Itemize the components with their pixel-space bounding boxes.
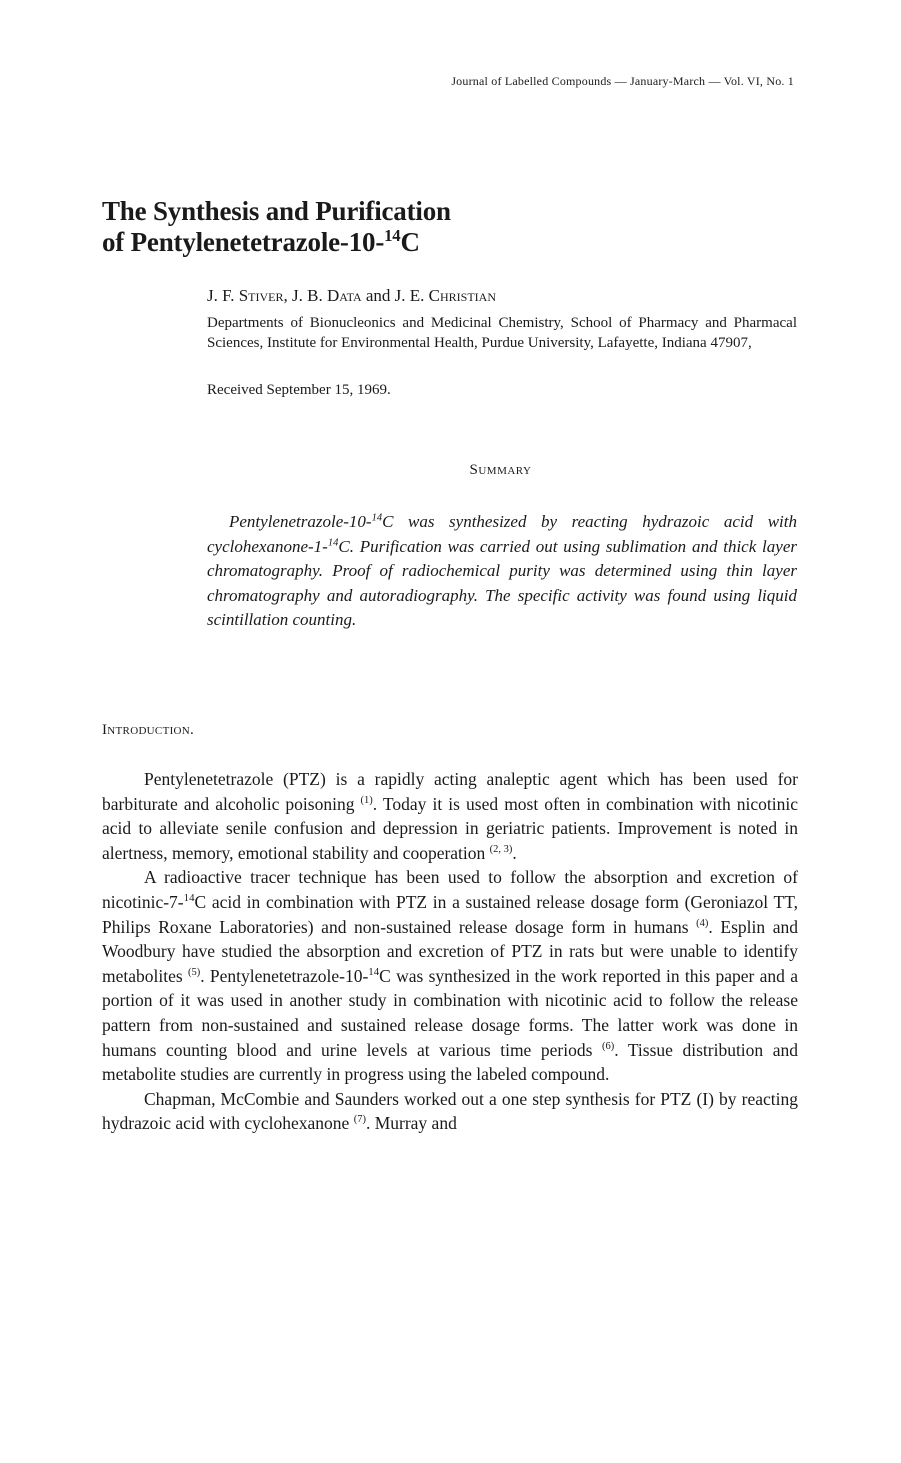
paper-title bbox=[102, 196, 451, 258]
paragraph-2 bbox=[102, 865, 798, 1086]
p2-text-5: C was synthesized in the work reported in this paper and a portion of it was used in another study in combination with nicotinic acid to follow the release pattern from non-sustained and sustained release dosage forms. The latter work was done in humans counting blood and urine levels at various time periods bbox=[102, 965, 798, 1060]
paragraph-1 bbox=[102, 767, 798, 865]
p2-text-3: . Esplin and Woodbury have studied the absorption and excretion of PTZ in rats but were unable to identify metabolites bbox=[102, 916, 798, 986]
journal-header: Journal of Labelled Compounds — January-March — Vol. VI, No. 1 bbox=[451, 74, 794, 88]
summary-heading: Summary bbox=[469, 462, 532, 478]
affiliation: Departments of Bionucleonics and Medicinal Chemistry, School of Pharmacy and Pharmacal Sciences, Institute for Environmental Health, Purdue University, Lafayette, Indiana 47907, bbox=[207, 315, 797, 351]
author-separator-1: , J. B. bbox=[283, 286, 327, 305]
author-3-name: Christian bbox=[428, 286, 497, 305]
author-2-name: Data bbox=[326, 286, 362, 305]
author-separator-2: and J. E. bbox=[361, 286, 429, 305]
received-date: Received September 15, 1969. bbox=[207, 382, 391, 398]
paragraph-3 bbox=[102, 1087, 798, 1136]
title-line-2 bbox=[102, 227, 451, 258]
author-1-initials: J. F. bbox=[207, 286, 239, 305]
p1-reference-1: (1) bbox=[360, 794, 373, 806]
p1-text-1: Pentylenetetrazole (PTZ) is a rapidly acting analeptic agent which has been used for barbiturate and alcoholic poisoning bbox=[102, 769, 798, 814]
p2-reference-3: (6) bbox=[601, 1040, 615, 1052]
p2-reference-2: (5) bbox=[187, 966, 201, 978]
p1-text-3: . bbox=[512, 842, 517, 863]
summary-text-2: C was synthesized by reacting hydrazoic acid with cyclohexanone-1- bbox=[207, 512, 797, 556]
p2-reference-1: (4) bbox=[696, 917, 709, 929]
author-1-name: Stiver bbox=[238, 286, 284, 305]
summary-text-3: C. Purification was carried out using sublimation and thick layer chromatography. Proof of radiochemical purity was determined using thin layer chromatography and autoradiography. The specific activity was found using liquid scintillation counting. bbox=[207, 536, 797, 629]
p2-text-1: A radioactive tracer technique has been used to follow the absorption and excretion of nicotinic-7- bbox=[102, 867, 798, 912]
title-line-2-suffix: C bbox=[400, 227, 420, 257]
summary-text-1: Pentylenetrazole-10- bbox=[229, 512, 372, 531]
summary-superscript-1: 14 bbox=[371, 512, 383, 524]
title-line-1: The Synthesis and Purification bbox=[102, 196, 451, 226]
p1-text-2: . Today it is used most often in combination with nicotinic acid to alleviate senile confusion and depression in geriatric patients. Improvement is noted in alertness, memory, emotional stability and cooperation bbox=[102, 793, 799, 863]
p2-text-4: . Pentylenetetrazole-10- bbox=[200, 965, 369, 986]
p1-reference-2: (2, 3) bbox=[489, 843, 513, 855]
p2-superscript-2: 14 bbox=[368, 965, 380, 978]
summary-superscript-2: 14 bbox=[327, 536, 339, 548]
title-isotope-superscript: 14 bbox=[384, 226, 401, 245]
introduction-heading: Introduction. bbox=[102, 722, 195, 738]
p3-text-2: . Murray and bbox=[365, 1113, 457, 1134]
p2-text-6: . Tissue distribution and metabolite studies are currently in progress using the labeled compound. bbox=[102, 1039, 798, 1085]
summary-abstract bbox=[207, 510, 797, 633]
p3-reference-1: (7) bbox=[353, 1114, 366, 1126]
p2-superscript-1: 14 bbox=[183, 892, 195, 905]
author-list bbox=[207, 286, 496, 306]
p2-text-2: C acid in combination with PTZ in a sustained release dosage form (Geroniazol TT, Philips Roxane Laboratories) and non-sustained release dosage form in humans bbox=[102, 891, 798, 937]
introduction-body bbox=[102, 767, 798, 1136]
title-line-2-text: of Pentylenetetrazole-10- bbox=[102, 227, 385, 257]
p3-text-1: Chapman, McCombie and Saunders worked out a one step synthesis for PTZ (I) by reacting hydrazoic acid with cyclohexanone bbox=[102, 1088, 798, 1134]
